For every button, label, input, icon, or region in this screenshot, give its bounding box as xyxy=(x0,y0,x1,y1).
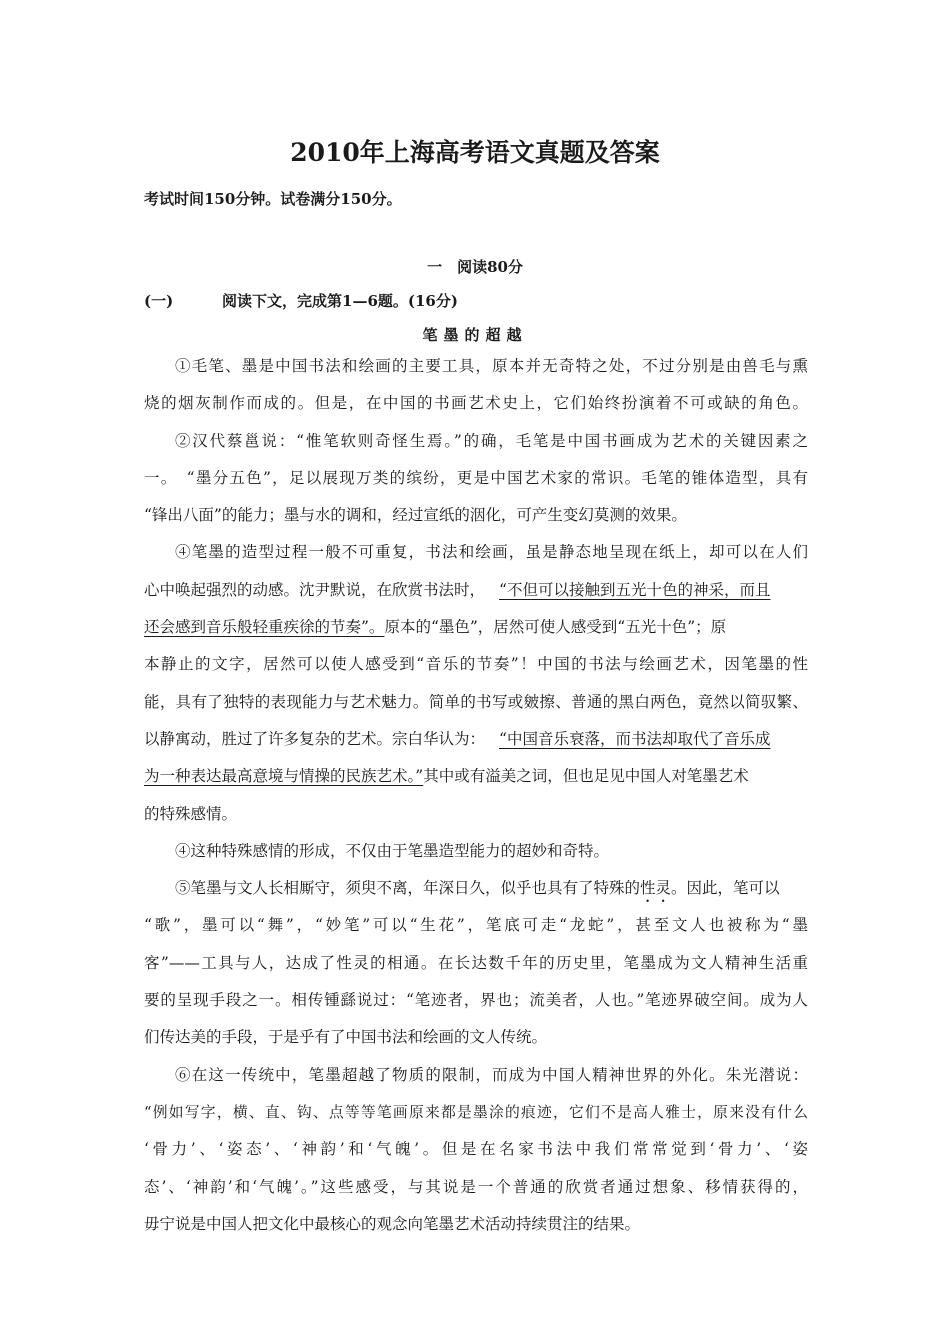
underlined-quote: “不但可以接触到五光十色的神采，而且 xyxy=(499,580,771,599)
passage-line: “锋出八面”的能力；墨与水的调和，经过宣纸的洇化，可产生变幻莫测的效果。 xyxy=(144,506,687,525)
section-heading: 一 阅读80分 xyxy=(427,258,523,276)
line-text: 心中唤起强烈的动感。沈尹默说，在欣赏书法时， xyxy=(144,580,486,599)
passage-line: 的特殊感情。 xyxy=(144,804,238,823)
passage-line: ⑥在这一传统中，笔墨超越了物质的限制，而成为中国人精神世界的外化。朱光潜说： xyxy=(175,1065,808,1084)
passage-line: 本静止的文字，居然可以使人感受到“音乐的节奏”！中国的书法与绘画艺术，因笔墨的性 xyxy=(144,655,808,674)
passage-line: “例如写字，横、直、钩、点等等笔画原来都是墨涂的痕迹，它们不是高人雅士，原来没有什么 xyxy=(144,1103,808,1121)
passage-line xyxy=(144,572,808,609)
line-text: 以静寓动，胜过了许多复杂的艺术。宗白华认为： xyxy=(144,729,486,748)
passage-line: “歌”，墨可以“舞”，“妙笔”可以“生花”，笔底可走“龙蛇”，甚至文人也被称为“墨 xyxy=(144,916,808,935)
passage-line xyxy=(144,870,808,907)
question-number: (一) xyxy=(144,292,174,310)
passage-line: 一。 “墨分五色”，足以展现万类的缤纷，更是中国艺术家的常识。毛笔的锥体造型，具有 xyxy=(144,468,808,487)
passage-line: 要的呈现手段之一。相传锺繇说过：“笔迹者，界也；流美者，人也。”笔迹界破空间。成为人 xyxy=(144,991,808,1010)
passage-line: 毋宁说是中国人把文化中最核心的观念向笔墨艺术活动持续贯注的结果。 xyxy=(144,1214,641,1233)
document-title: 2010年上海高考语文真题及答案 xyxy=(290,138,660,167)
line-text: 其中或有溢美之词，但也足见中国人对笔墨艺术 xyxy=(423,767,749,786)
passage-line: ②汉代蔡邕说：“惟笔软则奇怪生焉。”的确，毛笔是中国书画成为艺术的关键因素之 xyxy=(175,431,808,450)
underlined-quote: 还会感到音乐般轻重疾徐的节奏”。 xyxy=(144,618,385,637)
passage-line: 们传达美的手段，于是乎有了中国书法和绘画的文人传统。 xyxy=(144,1028,548,1047)
passage-line xyxy=(144,609,808,646)
emphasized-word: 性灵 xyxy=(640,879,672,898)
passage-line: ④这种特殊感情的形成，不仅由于笔墨造型能力的超妙和奇特。 xyxy=(175,841,610,860)
passage-line: 烧的烟灰制作而成的。但是，在中国的书画艺术史上，它们始终扮演着不可或缺的角色。 xyxy=(144,394,808,413)
underlined-quote: “中国音乐衰落，而书法却取代了音乐成 xyxy=(499,729,771,748)
passage-line xyxy=(144,758,808,795)
passage-line xyxy=(144,721,808,758)
passage-line: ①毛笔、墨是中国书法和绘画的主要工具，原本并无奇特之处，不过分别是由兽毛与熏 xyxy=(175,357,808,375)
passage-line: ‘骨力’、‘姿态’、‘神韵’和‘气魄’。但是在名家书法中我们常常觉到‘骨力’、‘姿 xyxy=(144,1140,808,1159)
line-text: 。因此，笔可以 xyxy=(671,879,780,898)
passage-line: 态’、‘神韵’和‘气魄’。”这些感受，与其说是一个普通的欣赏者通过想象、移情获得的， xyxy=(144,1177,808,1196)
question-instruction: 阅读下文，完成第1—6题。(16分) xyxy=(222,292,458,310)
passage-line: 客”——工具与人，达成了性灵的相通。在长达数千年的历史里，笔墨成为文人精神生活重 xyxy=(144,953,808,972)
passage-title: 笔墨的超越 xyxy=(422,326,528,344)
line-text: 原本的“墨色”，居然可使人感受到“五光十色”；原 xyxy=(384,618,727,637)
line-text: ⑤笔墨与文人长相厮守，须臾不离，年深日久，似乎也具有了特殊的 xyxy=(175,879,641,898)
passage-line: ④笔墨的造型过程一般不可重复，书法和绘画，虽是静态地呈现在纸上，却可以在人们 xyxy=(175,543,808,562)
passage-body xyxy=(144,348,808,1243)
question-instruction-line xyxy=(144,290,458,311)
underlined-quote: 为一种表达最高意境与情操的民族艺术。” xyxy=(144,767,424,786)
exam-info: 考试时间150分钟。试卷满分150分。 xyxy=(144,190,402,208)
passage-line: 能，具有了独特的表现能力与艺术魅力。简单的书写或皴擦、普通的黑白两色，竟然以简驭繁、 xyxy=(144,692,808,711)
